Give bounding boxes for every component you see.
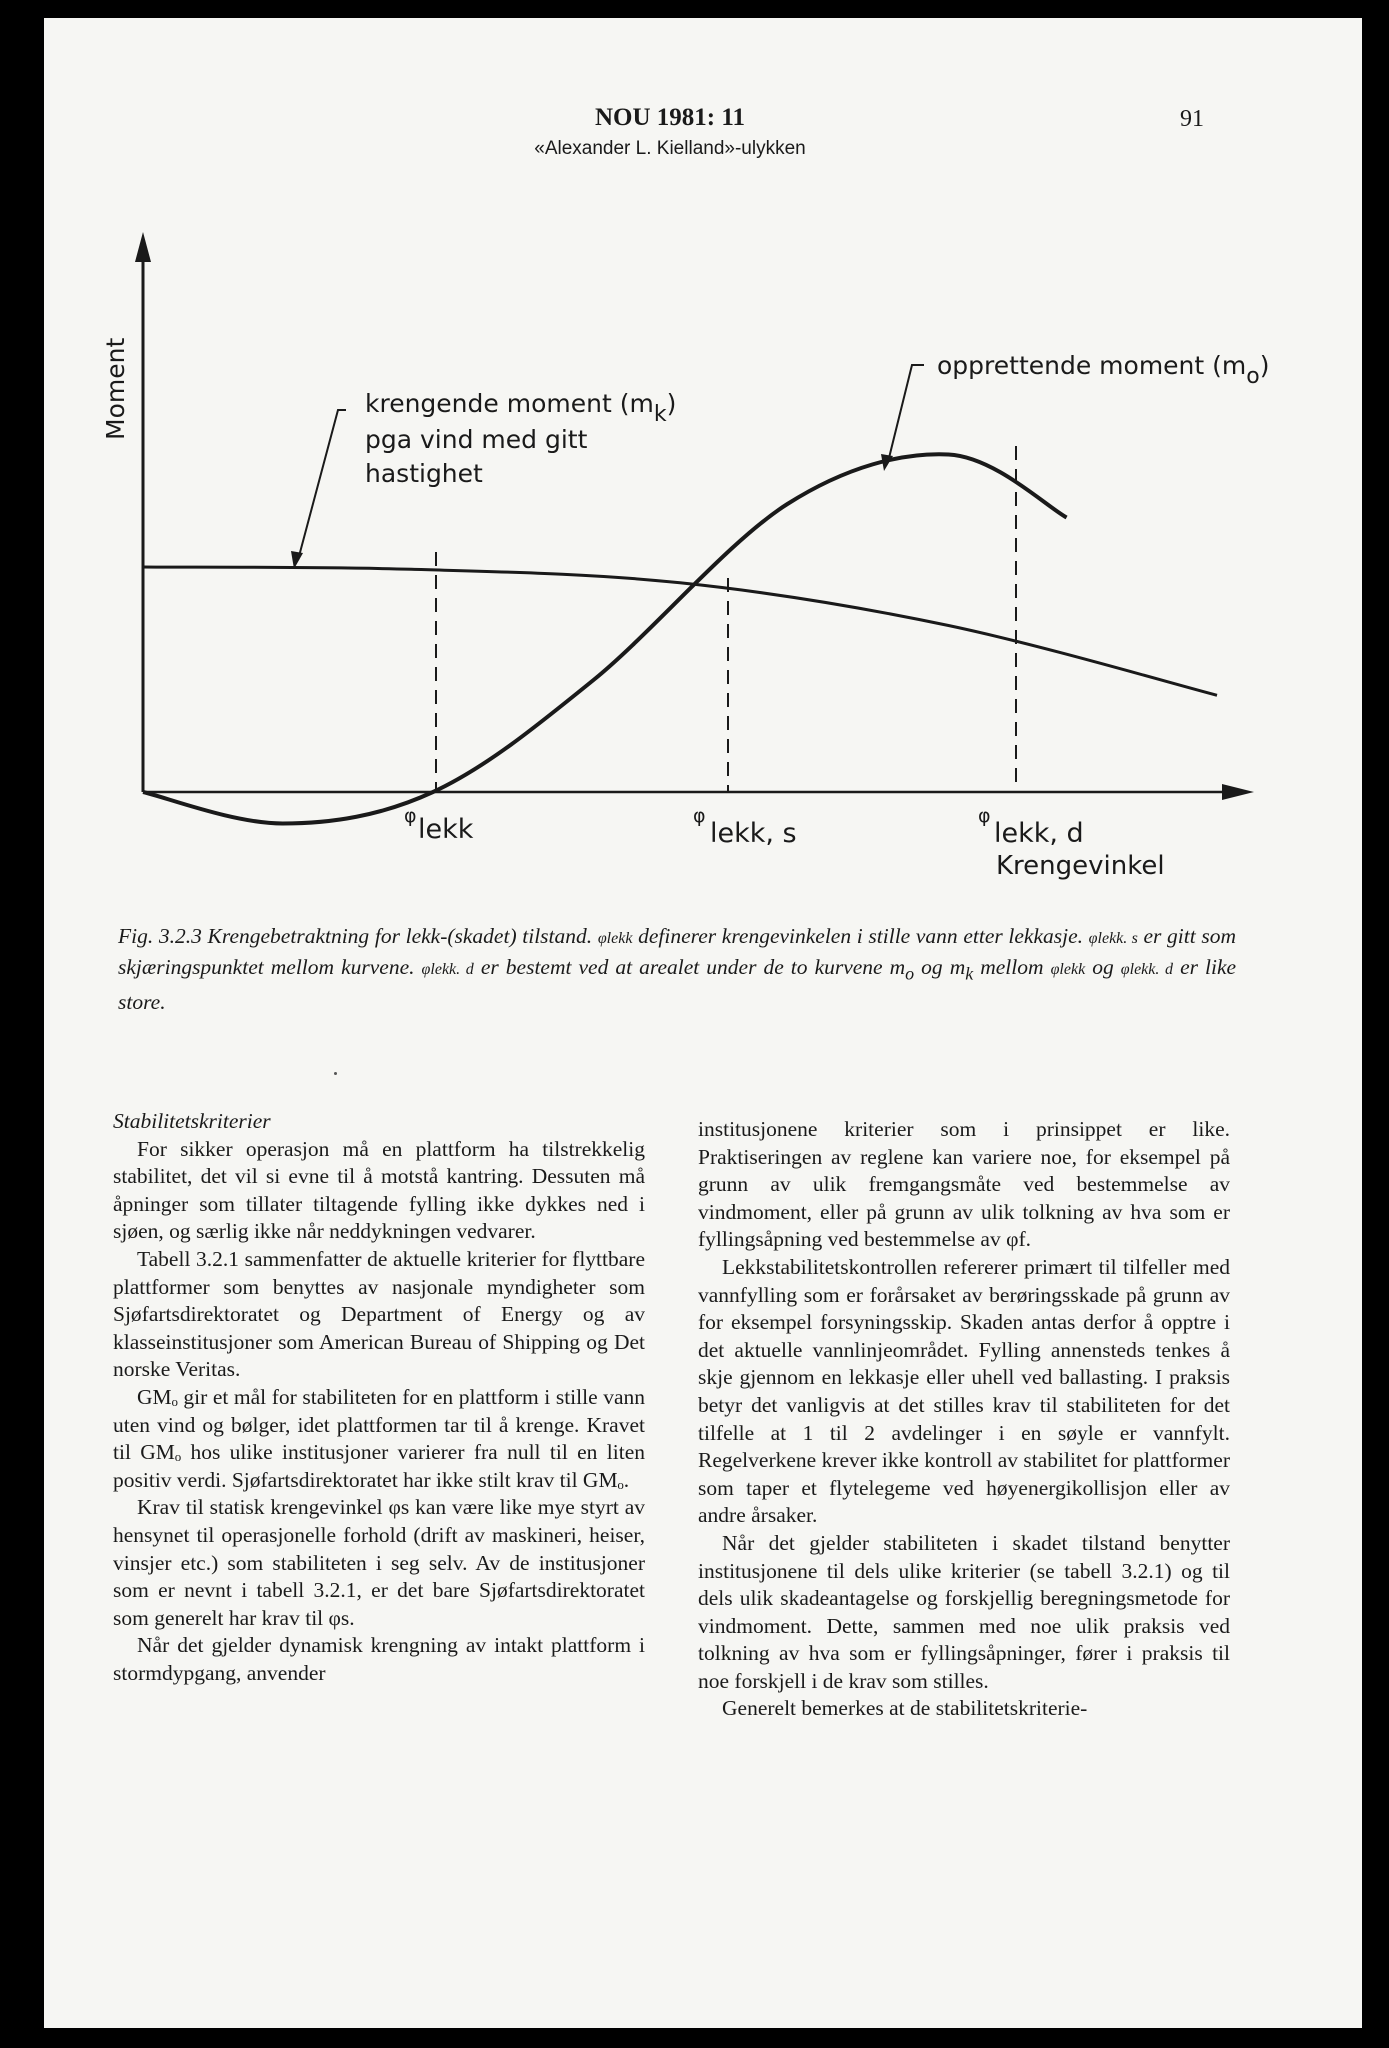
righting-label: opprettende moment (mo) — [937, 351, 1270, 389]
heeling-label-line1: krengende moment (mk) — [365, 389, 677, 427]
paragraph: Når det gjelder stabiliteten i skadet tilstand benytter institusjonene til dels ulike kriterier (se tabell 3.2.1) og til dels ulik skadeantagelse og forskjellig beregningsmetode for vindmoment. Dette, sammen med noe ulik praksis ved tolkning av hva som er fyllingsåpninger, fører i praksis til noe forskjell i de krav som stilles. — [698, 1530, 1230, 1693]
caption-symbol: φlekk — [597, 930, 633, 947]
page-number: 91 — [1180, 106, 1204, 132]
caption-text: er gitt som skjæringspunktet mellom kurvene. — [118, 924, 1237, 979]
tick-phi-lekk: lekk — [418, 814, 474, 845]
caption-subscript: k — [965, 963, 974, 984]
left-column — [113, 1108, 645, 1687]
x-axis-arrow — [1222, 784, 1254, 800]
phi-symbol-3: φ — [978, 805, 991, 827]
heeling-label-line2: pga vind med gitt — [365, 425, 588, 454]
paragraph: For sikker operasjon må en plattform ha tilstrekkelig stabilitet, det vil si evne til å motstå kantring. Dessuten må åpninger som tillater tiltagende fylling ikke dykkes ned i sjøen, og særlig ikke når neddykningen vedvarer. — [113, 1136, 645, 1244]
caption-symbol: φlekk. d — [421, 961, 474, 978]
paragraph: Når det gjelder dynamisk krengning av intakt plattform i stormdypgang, anvender — [113, 1633, 645, 1685]
caption-text: mellom — [980, 955, 1044, 979]
y-axis-label: Moment — [101, 337, 130, 440]
caption-text: er bestemt ved at arealet under de to kurvene m — [480, 955, 906, 979]
y-axis-arrow — [135, 232, 151, 262]
paragraph: GMₒ gir et mål for stabiliteten for en plattform i stille vann uten vind og bølger, idet plattformen tar til å krenge. Kravet til GMₒ hos ulike institusjoner varierer fra null til en liten positiv verdi. Sjøfartsdirektoratet har ikke stilt krav til GMₒ. — [113, 1384, 645, 1492]
x-axis-label: Krengevinkel — [996, 851, 1165, 881]
heeling-leader-line — [298, 410, 346, 560]
caption-symbol: φlekk — [1050, 961, 1086, 978]
tick-phi-lekk-s: lekk, s — [710, 818, 797, 849]
righting-leader-line — [888, 365, 924, 462]
caption-subscript: o — [905, 963, 915, 984]
caption-text: definerer krengevinkelen i stille vann etter lekkasje. — [638, 924, 1083, 948]
phi-symbol-1: φ — [404, 805, 417, 827]
speck — [334, 1072, 337, 1075]
stability-figure — [0, 0, 1389, 900]
righting-leader-arrow — [881, 454, 893, 471]
figure-caption — [118, 922, 1236, 1017]
heeling-moment-curve — [143, 567, 1217, 695]
paragraph: Krav til statisk krengevinkel φs kan være like mye styrt av hensynet til operasjonelle forhold (drift av maskineri, heiser, vinsjer etc.) som stabiliteten i seg selv. Av de institusjoner som er nevnt i tabell 3.2.1, er det bare Sjøfartsdirektoratet som generelt har krav til φs. — [113, 1495, 645, 1630]
section-heading: Stabilitetskriterier — [113, 1109, 271, 1133]
caption-text: er like store. — [118, 955, 1237, 1015]
caption-text: og m — [921, 955, 966, 979]
report-subtitle: «Alexander L. Kielland»-ulykken — [534, 138, 806, 159]
righting-moment-curve — [143, 454, 1067, 823]
caption-prefix: Fig. 3.2.3 Krengebetraktning for lekk-(skadet) tilstand. — [118, 924, 593, 948]
caption-symbol: φlekk. s — [1088, 930, 1138, 947]
tick-phi-lekk-d: lekk, d — [994, 818, 1084, 849]
heeling-label-line3: hastighet — [365, 459, 483, 488]
phi-symbol-2: φ — [693, 805, 706, 827]
caption-symbol: φlekk. d — [1120, 961, 1174, 978]
paragraph: Generelt bemerkes at de stabilitetskriterie- — [722, 1696, 1088, 1721]
paragraph: Lekkstabilitetskontrollen refererer primært til tilfeller med vannfylling som er forårsaket av berøringsskade på grunn av for eksempel forsyningsskip. Skaden antas derfor å opptre i det aktuelle vannlinjeområdet. Fylling annensteds tenkes å skje gjennom en lekkasje eller uhell ved ballasting. I praksis betyr det vanligvis at det stilles krav til stabiliteten for det tilfelle at 1 til 2 avdelinger i en søyle er vannfylt. Regelverkene krever ikke kontroll av stabilitet for plattformer som taper et flytelegeme ved høyenergikollisjon eller av andre årsaker. — [698, 1254, 1230, 1528]
report-title: NOU 1981: 11 — [595, 104, 745, 131]
caption-text: og — [1092, 955, 1114, 979]
paragraph: Tabell 3.2.1 sammenfatter de aktuelle kriterier for flyttbare plattformer som benyttes av nasjonale myndigheter som Sjøfartsdirektoratet og Department of Energy og av klasseinstitusjoner som American Bureau of Shipping og Det norske Veritas. — [113, 1246, 645, 1382]
paragraph: institusjonene kriterier som i prinsippet er like. Praktiseringen av reglene kan variere noe, for eksempel på grunn av ulik fremgangsmåte ved bestemmelse av vindmoment, eller på grunn av ulik tolkning av hva som er fyllingsåpning ved bestemmelse av φf. — [698, 1117, 1230, 1252]
right-column — [698, 1116, 1230, 1723]
